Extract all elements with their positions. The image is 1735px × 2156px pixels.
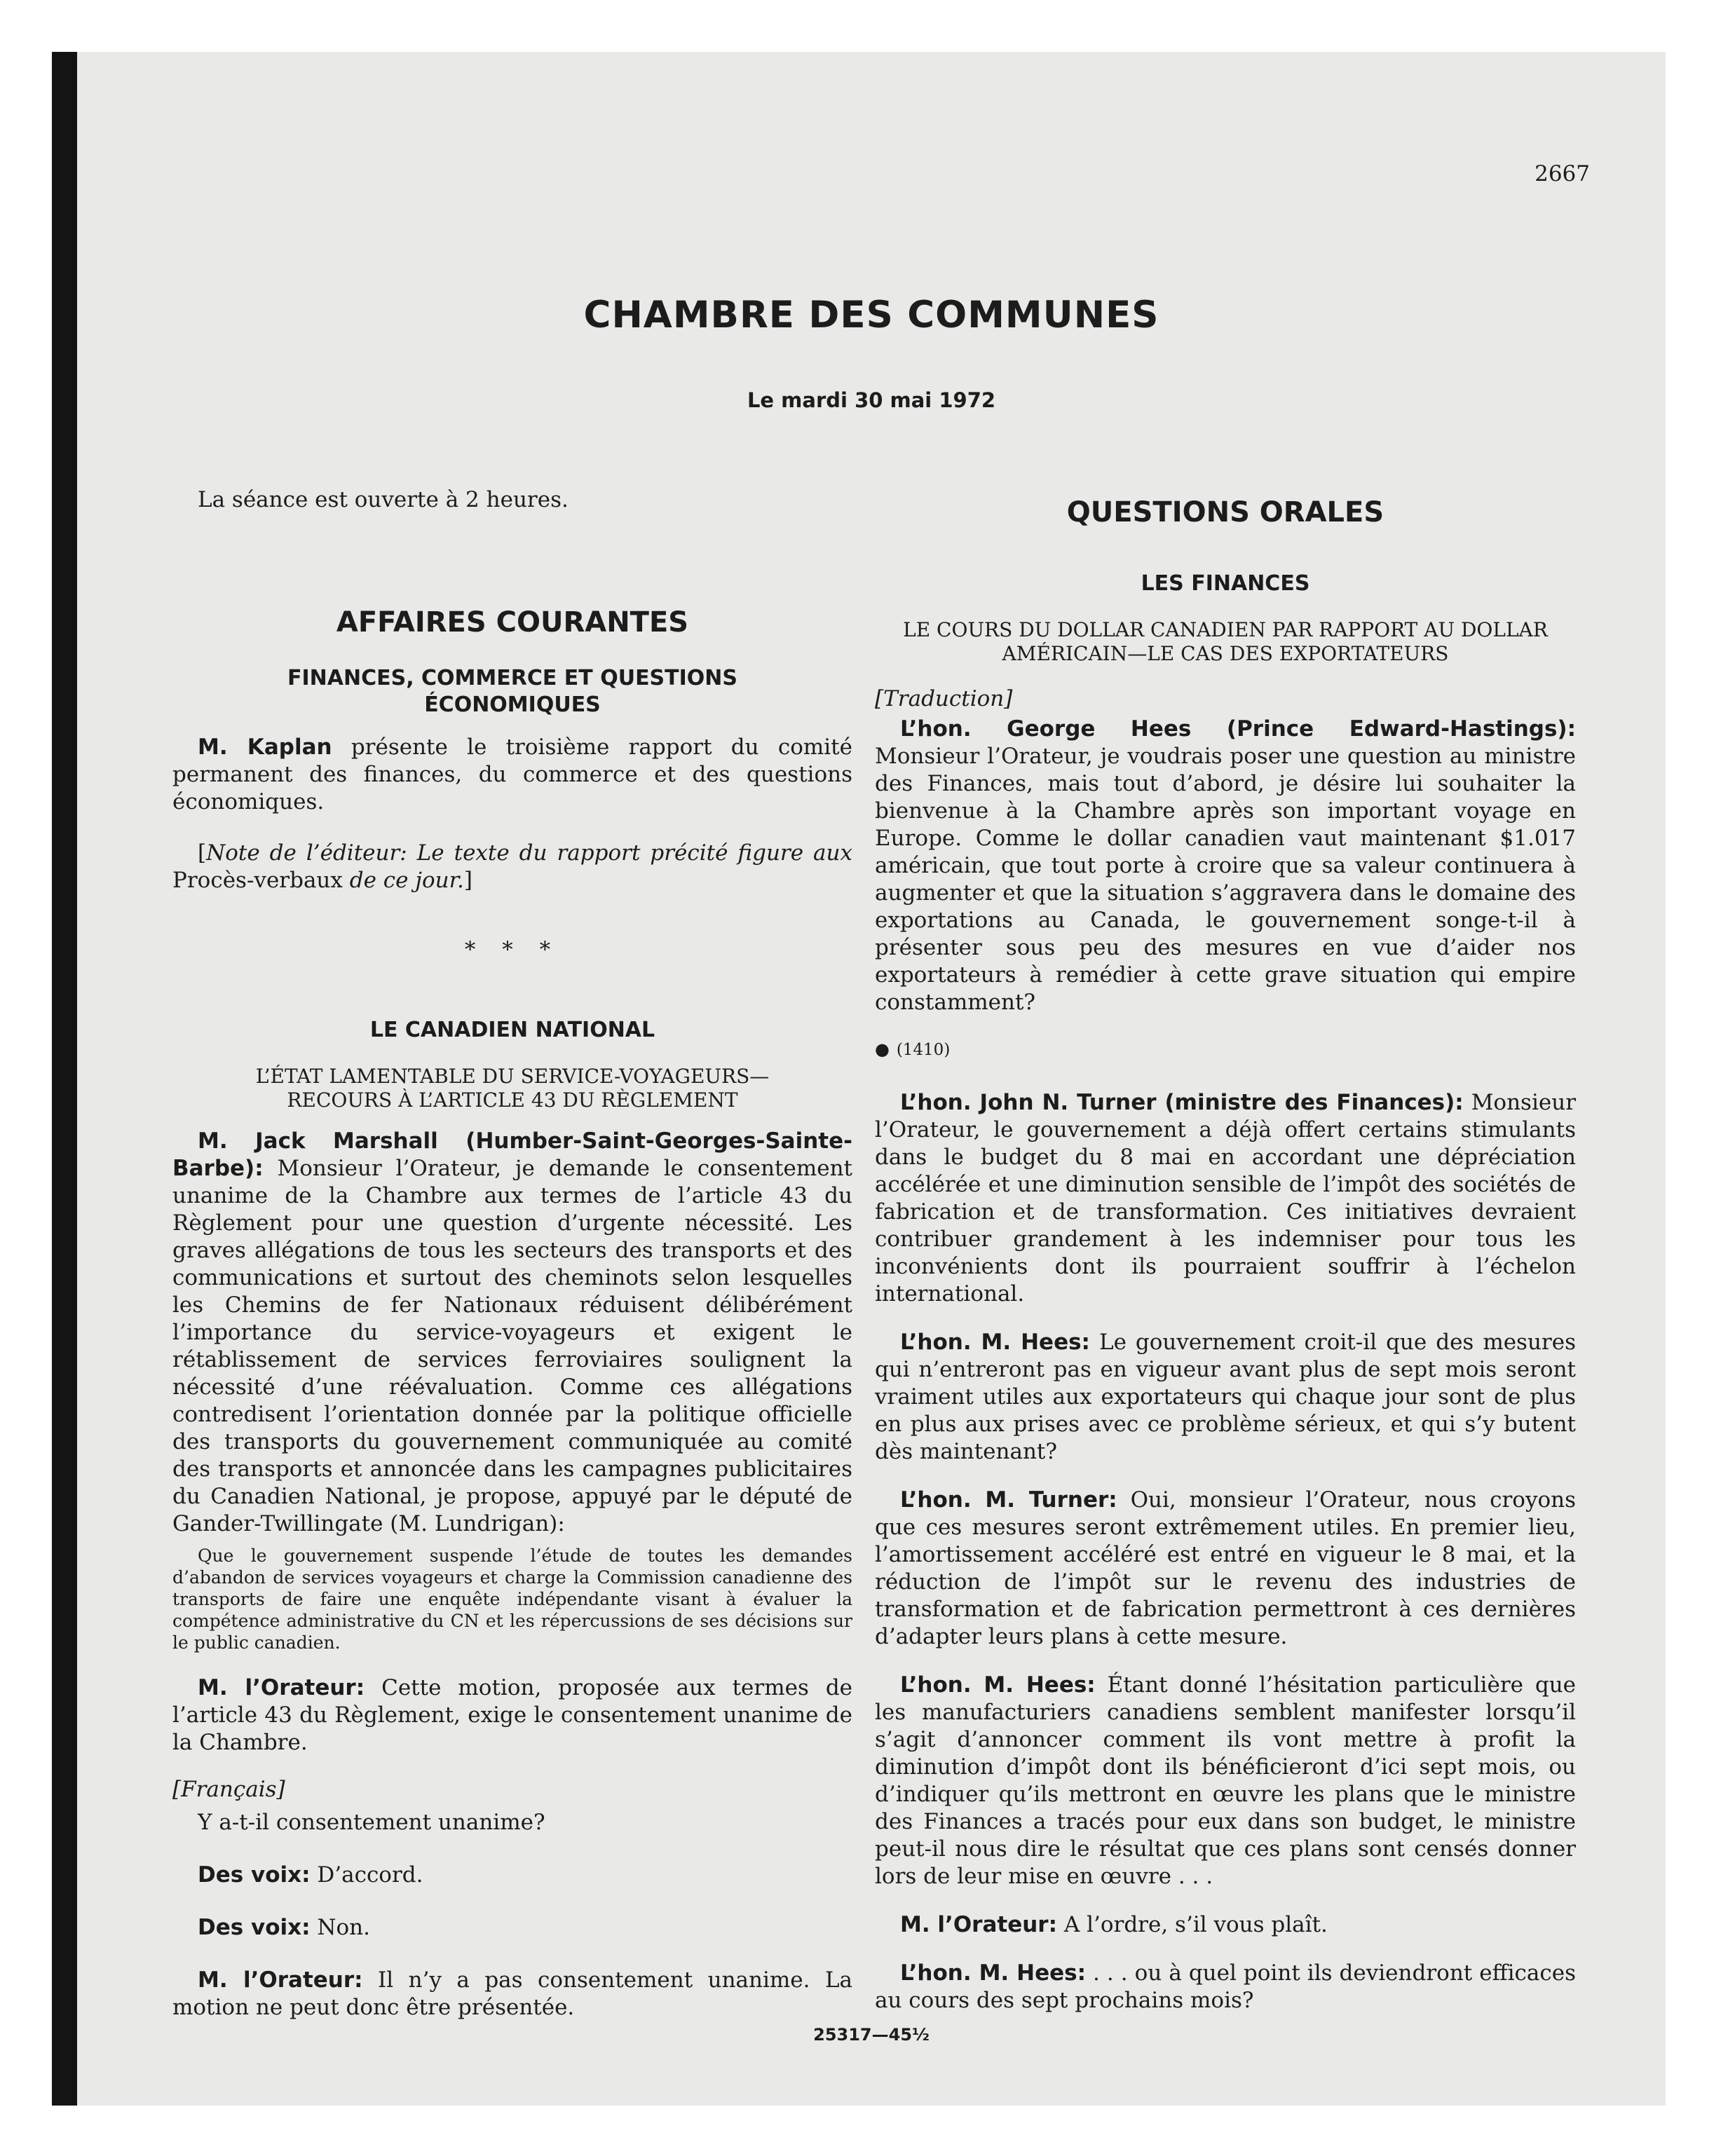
motion-quote: Que le gouvernement suspende l’étude de toutes les demandes d’abandon de services voyageurs et charge la Commission canadienne des transports de faire une enquête indépendante visant à évaluer la compétence administrative du CN et les répercussions de ses décisions sur le public canadien. <box>172 1546 852 1653</box>
orateur-paragraph-2 <box>172 1967 852 2021</box>
section-subheading-finances: LES FINANCES <box>1141 571 1310 596</box>
speech-text: Non. <box>317 1915 370 1940</box>
speaker-name: L’hon. M. Hees: <box>900 1672 1096 1698</box>
page-number: 2667 <box>1535 161 1590 186</box>
opening-line: La séance est ouverte à 2 heures. <box>198 487 569 512</box>
print-code: 25317—45½ <box>813 2025 930 2045</box>
scan-edge-shadow <box>52 52 77 2106</box>
speech-text: . . . ou à quel point ils deviendront efficaces au cours des sept prochains mois? <box>875 1960 1577 2013</box>
speaker-name: M. l’Orateur: <box>198 1675 365 1700</box>
page-title: CHAMBRE DES COMMUNES <box>583 294 1159 336</box>
voices-reply-1 <box>172 1862 852 1889</box>
orateur-order <box>875 1911 1576 1939</box>
speech-text: D’accord. <box>317 1862 423 1888</box>
speech-text: Monsieur l’Orateur, je demande le consentement unanime de la Chambre aux termes de l’article 43 du Règlement pour une question d’urgente nécessité. Les graves allégations de tous les secteurs des transports et des communications et surtout des cheminots selon lesquelles les Chemins de fer Nationaux réduisent délibérément l’importance du service-voyageurs et exigent le rétablissement de services ferroviaires soulignent la nécessité d’une réévaluation. Comme ces allégations contredisent l’orientation donnée par la politique officielle des transports du gouvernement communiquée au comité des transports et annoncée dans les campagnes publicitaires du Canadien National, je propose, appuyé par le député de Gander-Twillingate (M. Lundrigan): <box>172 1156 853 1536</box>
sitting-date: Le mardi 30 mai 1972 <box>747 388 996 412</box>
scanned-page-frame <box>52 52 1666 2106</box>
speaker-name: L’hon. M. Hees: <box>900 1330 1090 1355</box>
speech-text: Cette motion, proposée aux termes de l’article 43 du Règlement, exige le consentement unanime de la Chambre. <box>172 1675 853 1755</box>
speech-text: présente le troisième rapport du comité permanent des finances, du commerce et des questions économiques. <box>172 735 852 814</box>
kaplan-paragraph <box>172 734 852 816</box>
language-tag: [Traduction] <box>875 686 1013 711</box>
speech-text: Oui, monsieur l’Orateur, nous croyons que ces mesures seront extrêmement utiles. En premier lieu, l’amortissement accéléré est entré en vigueur le 8 mai, et la réduction de l’impôt sur le revenu des industries de transformation et de fabrication permettront à ces dernières d’adapter leurs plans à cette mesure. <box>875 1487 1577 1649</box>
turner-answer-2 <box>875 1487 1576 1651</box>
timestamp: (1410) <box>896 1041 951 1059</box>
hees-question-2 <box>875 1329 1576 1466</box>
left-column <box>172 486 852 2021</box>
section-heading-questions-orales: QUESTIONS ORALES <box>1066 496 1384 528</box>
bullet-icon: ● <box>875 1039 890 1059</box>
speech-text: Étant donné l’hésitation particulière que les manufacturiers canadiens semblent manifester lorsqu’il s’agit d’annoncer comment ils vont mettre à profit la diminution d’impôt dont ils bénéficieront d’ici sept mois, ou d’indiquer qu’ils mettront en œuvre les plans que le ministre des Finances a tracés pour eux dans son budget, le ministre peut-il nous dire le résultat que ces plans sont censés donner lors de leur mise en œuvre . . . <box>875 1672 1577 1889</box>
speaker-name: Des voix: <box>198 1915 311 1940</box>
consent-question: Y a-t-il consentement unanime? <box>198 1810 545 1835</box>
orateur-paragraph-1 <box>172 1674 852 1756</box>
speaker-name: Des voix: <box>198 1862 311 1888</box>
speaker-name: M. Jack Marshall (Humber-Saint-Georges-Sainte-Barbe): <box>172 1128 852 1181</box>
speaker-name: M. Kaplan <box>198 735 332 760</box>
right-column <box>875 486 1576 2014</box>
voices-reply-2 <box>172 1914 852 1942</box>
document-page <box>77 52 1666 2106</box>
topic-heading: L’ÉTAT LAMENTABLE DU SERVICE-VOYAGEURS—RECOURS À L’ARTICLE 43 DU RÈGLEMENT <box>255 1065 770 1112</box>
time-marker <box>875 1035 1576 1064</box>
speaker-name: L’hon. M. Hees: <box>900 1960 1087 1986</box>
topic-heading: LE COURS DU DOLLAR CANADIEN PAR RAPPORT AU DOLLAR AMÉRICAIN—LE CAS DES EXPORTATEURS <box>903 618 1548 665</box>
marshall-paragraph <box>172 1128 852 1538</box>
section-separator: * * * <box>464 937 561 962</box>
editor-note: [Note de l’éditeur: Le texte du rapport précité figure aux Procès-verbaux de ce jour.] <box>172 840 852 893</box>
speech-text: Le gouvernement croit-il que des mesures qui n’entreront pas en vigueur avant plus de sept mois seront vraiment utiles aux exportateurs qui chaque jour sont de plus en plus aux prises avec ce problème sérieux, et qui s’y butent dès maintenant? <box>875 1330 1577 1464</box>
section-heading-affaires-courantes: AFFAIRES COURANTES <box>336 606 689 639</box>
hees-question-1 <box>875 716 1576 1016</box>
speech-text: Il n’y a pas consentement unanime. La motion ne peut donc être présentée. <box>172 1967 853 2020</box>
turner-answer-1 <box>875 1089 1576 1308</box>
speaker-name: M. l’Orateur: <box>198 1967 363 1993</box>
speaker-name: M. l’Orateur: <box>900 1912 1057 1937</box>
hees-question-3 <box>875 1672 1576 1890</box>
speaker-name: L’hon. M. Turner: <box>900 1487 1117 1513</box>
language-tag: [Français] <box>172 1777 285 1802</box>
speech-text: A l’ordre, s’il vous plaît. <box>1063 1912 1328 1937</box>
speech-text: Monsieur l’Orateur, je voudrais poser une question au ministre des Finances, mais tout d’abord, je désire lui souhaiter la bienvenue à la Chambre après son important voyage en Europe. Comme le dollar canadien vaut maintenant $1.017 américain, que tout porte à croire que sa valeur continuera à augmenter et que la situation s’aggravera dans le domaine des exportations au Canada, le gouvernement songe-t-il à présenter sous peu des mesures en vue d’aider nos exportateurs à remédier à cette grave situation qui empire constamment? <box>875 744 1576 1015</box>
section-subheading-finances: FINANCES, COMMERCE ET QUESTIONS ÉCONOMIQUES <box>287 666 738 717</box>
speech-text: Monsieur l’Orateur, le gouvernement a déjà offert certains stimulants dans le budget du 8 mai en accordant une dépréciation accélérée et une diminution sensible de l’impôt des sociétés de fabrication et de transformation. Ces initiatives devraient contribuer grandement à les indemniser pour tous les inconvénients dont ils pourraient souffrir à l’échelon international. <box>875 1090 1577 1306</box>
hees-question-4 <box>875 1960 1576 2014</box>
speaker-name: L’hon. John N. Turner (ministre des Finances): <box>900 1090 1464 1115</box>
section-heading-canadien-national: LE CANADIEN NATIONAL <box>369 1018 655 1042</box>
speaker-name: L’hon. George Hees (Prince Edward-Hastings): <box>900 716 1576 742</box>
